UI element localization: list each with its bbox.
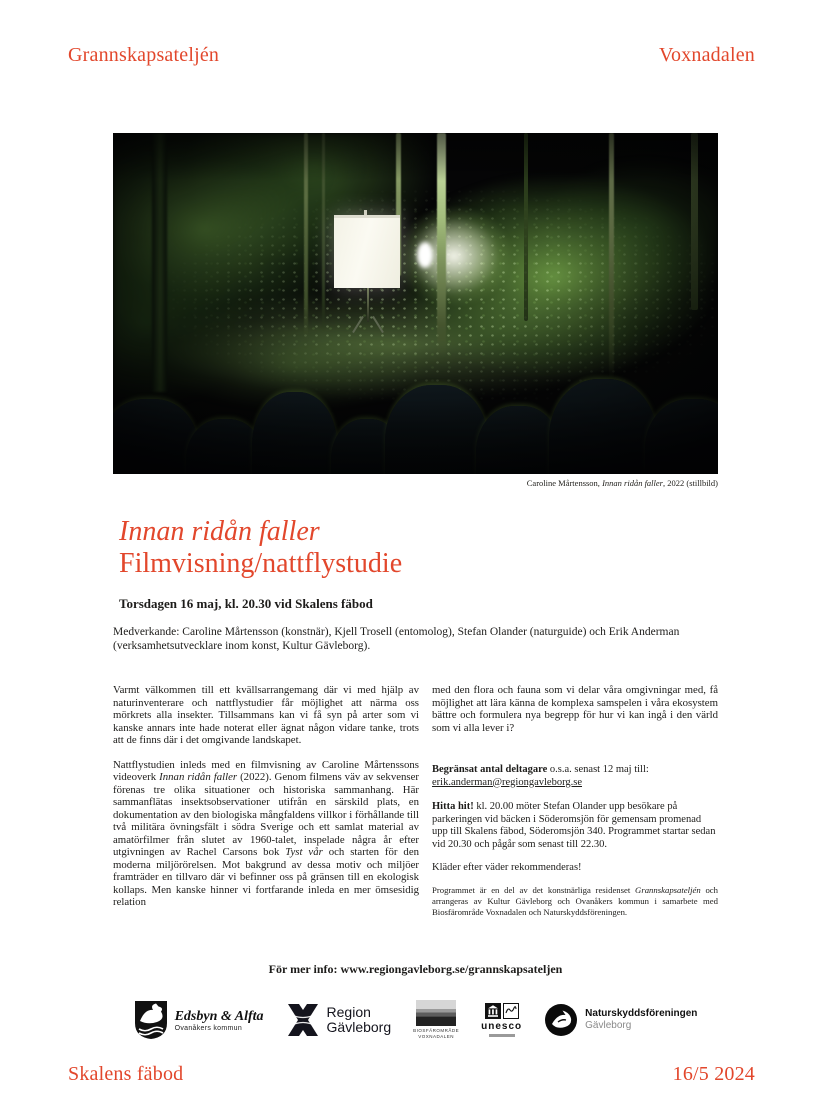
logo-edsbyn-alfta <box>134 1000 264 1040</box>
partner-logos-row <box>0 1000 831 1040</box>
event-photo-figure <box>113 133 718 488</box>
photo-caption <box>113 478 718 488</box>
directions-rest: kl. 20.00 möter Stefan Olander upp besökare på parkeringen vid bäcken i Söderomsjön för gemensam promenad upp till Skalens fäbod, Söderomsjön 340. Programmet startar sedan vid 20.30 och pågår som senast till 22.30. <box>432 801 716 850</box>
title-block <box>119 516 402 580</box>
film-text-c: och starten för den moderna miljörörelsen. Mot bakgrund av dessa motiv och miljöer framträder en tillvaro där vi befinner oss på gränsen till en ekologisk kollaps. Men kanske hinner vi fortfarande inleda en mer ömsesidig relation <box>113 846 420 908</box>
footer-date: 16/5 2024 <box>672 1063 755 1085</box>
footer-place: Skalens fäbod <box>68 1063 184 1085</box>
clothing-note: Kläder efter väder rekommenderas! <box>432 862 582 873</box>
body-column-right <box>432 684 718 921</box>
logo-biosfaromrade-voxnadalen <box>413 1000 459 1040</box>
event-datetime: Torsdagen 16 maj, kl. 20.30 vid Skalens fäbod <box>119 596 373 611</box>
unesco-wordmark: unesco <box>481 1021 523 1032</box>
directions-lead: Hitta hit! <box>432 801 474 812</box>
caption-year: , 2022 (stillbild) <box>662 478 718 488</box>
region-gavleborg-text <box>327 1005 392 1035</box>
biosfar-landscape-image <box>416 1000 456 1026</box>
film-text-a: Nattflystudien inleds med en filmvisning av Caroline Mårtenssons videoverk <box>113 758 419 783</box>
unesco-signature-icon <box>503 1003 519 1019</box>
biosfar-line1: BIOSFÄROMRÅDE <box>413 1028 460 1034</box>
logo-region-gavleborg <box>286 1002 392 1038</box>
artwork-title: Innan ridån faller <box>119 516 320 547</box>
region-line2: Gävleborg <box>326 1019 392 1035</box>
unesco-emblem <box>485 1003 519 1019</box>
rsvp-email-link[interactable]: erik.anderman@regiongavleborg.se <box>432 776 583 788</box>
directions-paragraph <box>432 801 718 851</box>
body-columns <box>113 684 718 921</box>
credits-paragraph <box>432 885 718 918</box>
photo-vignette <box>113 133 718 474</box>
caption-artwork-title: Innan ridån faller <box>602 478 663 488</box>
brand-voxnadalen: Voxnadalen <box>658 44 755 66</box>
edsbyn-alfta-subtitle: Ovanåkers kommun <box>174 1024 243 1032</box>
logo-unesco <box>481 1003 522 1037</box>
biosfar-line2: VOXNADALEN <box>418 1034 455 1039</box>
natur-line2: Gävleborg <box>585 1020 632 1031</box>
edsbyn-alfta-text <box>175 1009 264 1032</box>
film-title-italic: Innan ridån faller <box>159 771 238 783</box>
natur-line1: Naturskyddsföreningen <box>585 1007 698 1019</box>
body-paragraph-continuation: med den flora och fauna som vi delar våra omgivningar med, få möjlighet att lära känna de komplexa samspelen i våra ekosystem bättre och formulera nya begrepp för hur vi kan ingå i den värld som vi alla lever i? <box>432 684 718 734</box>
film-text-b: (2022). Genom filmens väv av sekvenser förenas tre olika situationer och historiska sammanhang. Här sammanflätas insektsobservationer utifrån en särskild plats, en dokumentation av den biologiska mångfaldens villkor i förhållande till två militära övningsfält i södra Sverige och ett samlat material av amatörfilmer från slutet av 1960-talet, inspelade några år efter utgivningen av Rachel Carsons bok <box>113 771 419 858</box>
body-paragraph-welcome: Varmt välkommen till ett kvällsarrangemang där vi med hjälp av naturinventerare och nattflystudier får möjlighet att närma oss mörkrets alla insekter. Tillsammans kan vi få syn på arter som vi kanske annars inte hade noterat eller ägnat någon vidare tanke, trots att de finns där i det omgivande landskapet. <box>113 684 419 746</box>
biosfar-caption <box>413 1028 459 1040</box>
edsbyn-alfta-shield-icon <box>134 1000 168 1040</box>
unesco-temple-icon <box>485 1003 501 1019</box>
credits-residency-italic: Grannskapsateljén <box>635 884 701 895</box>
body-paragraph-film <box>113 759 419 909</box>
caption-artist: Caroline Mårtensson, <box>526 478 603 488</box>
event-participants: Medverkande: Caroline Mårtensson (konstnär), Kjell Trosell (entomolog), Stefan Olander (naturguide) och Erik Anderman (verksamhetsutvecklare inom konst, Kultur Gävleborg). <box>113 626 680 653</box>
unesco-fine-print-bar <box>489 1034 515 1037</box>
book-title-italic: Tyst vår <box>285 846 323 858</box>
event-photo <box>113 133 718 474</box>
edsbyn-alfta-name: Edsbyn & Alfta <box>174 1008 264 1024</box>
credits-text-b: och arrangeras av Kultur Gävleborg och Ovanåkers kommun i samarbete med Biosfärområde Voxnadalen och Naturskyddsföreningen. <box>432 884 718 917</box>
logo-naturskyddsforeningen <box>544 1003 697 1037</box>
rsvp-paragraph <box>432 764 718 789</box>
naturskyddsforeningen-falcon-icon <box>544 1003 578 1037</box>
credits-text-a: Programmet är en del av det konstnärliga residenset <box>432 884 636 895</box>
naturskyddsforeningen-text <box>585 1008 697 1033</box>
rsvp-rest: o.s.a. senast 12 maj till: <box>547 764 649 775</box>
more-info-line: För mer info: www.regiongavleborg.se/grannskapsateljen <box>268 962 563 976</box>
rsvp-lead: Begränsat antal deltagare <box>432 764 548 775</box>
region-gavleborg-x-icon <box>286 1002 320 1038</box>
region-line1: Region <box>326 1003 371 1020</box>
brand-grannskapsateljen: Grannskapsateljén <box>68 44 220 66</box>
event-type-title: Filmvisning/nattflystudie <box>119 547 403 579</box>
body-column-left <box>113 684 419 921</box>
